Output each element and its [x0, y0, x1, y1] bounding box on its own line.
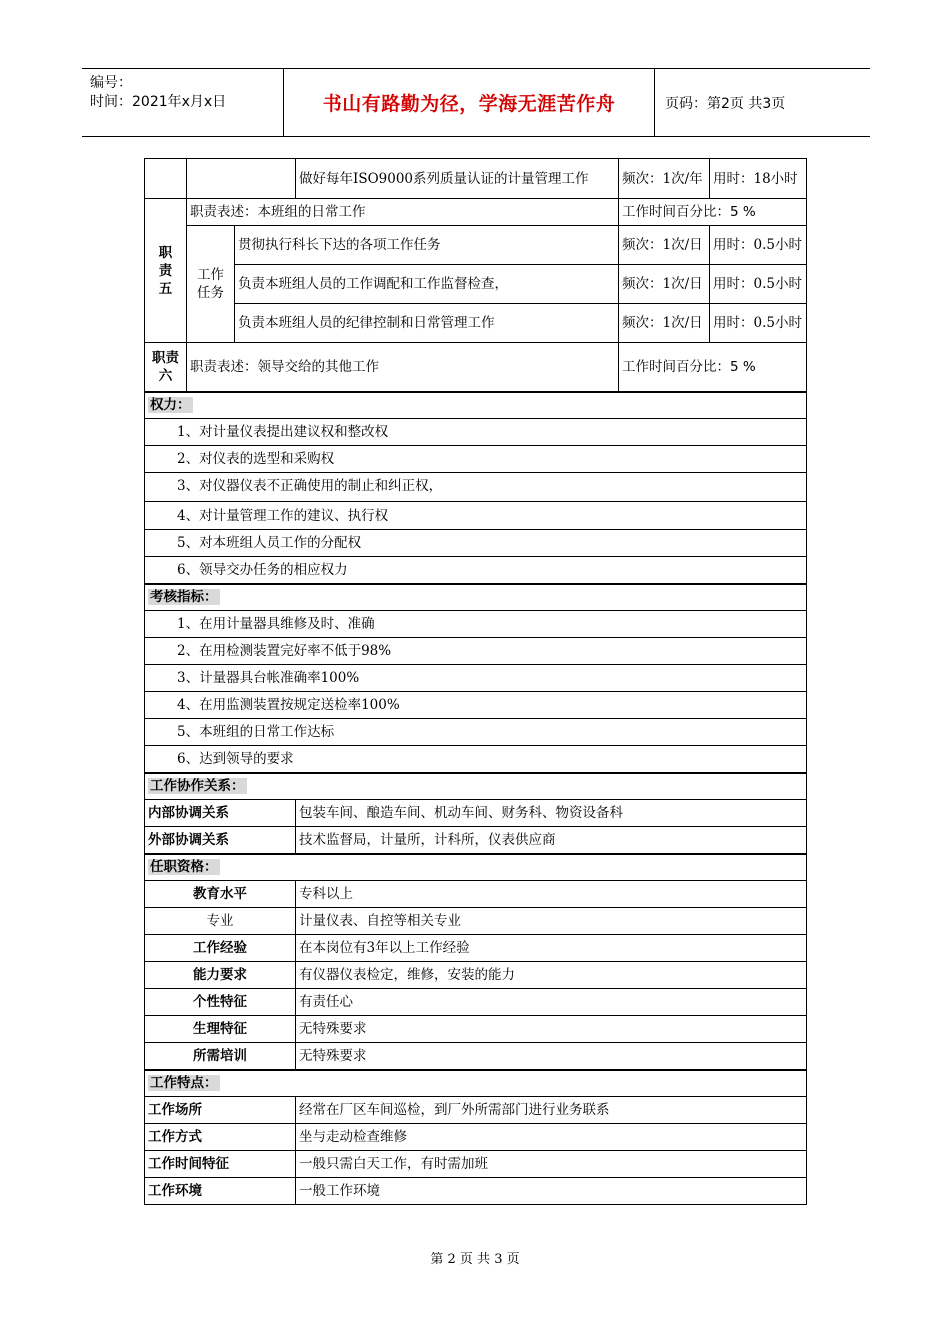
duty5-task-row: [145, 226, 807, 265]
kpi-item: 1、在用计量器具维修及时、准确: [145, 611, 807, 638]
features-heading: 工作特点：: [145, 1070, 807, 1097]
task-frequency: 频次：1次/年: [619, 159, 710, 199]
duty5-task-row: [145, 265, 807, 304]
page-header: [82, 68, 870, 137]
powers-heading: 权力：: [145, 392, 807, 419]
qualification-label: 能力要求: [145, 962, 296, 989]
kpi-item: 2、在用检测装置完好率不低于98%: [145, 638, 807, 665]
duty6-desc: 职责表述：领导交给的其他工作: [187, 343, 619, 392]
qualification-label: 教育水平: [145, 881, 296, 908]
duty5-title: 职责五: [145, 199, 187, 343]
task-duration: 用时：0.5小时: [710, 226, 807, 265]
kpi-heading: 考核指标：: [145, 584, 807, 611]
qualification-value: 有仪器仪表检定，维修，安装的能力: [296, 962, 807, 989]
task-duration: 用时：0.5小时: [710, 304, 807, 343]
qualification-value: 无特殊要求: [296, 1016, 807, 1043]
qualifications-heading-row: [145, 854, 807, 881]
feature-row: [145, 1178, 807, 1205]
duty5-task-row: [145, 304, 807, 343]
qualifications-heading: 任职资格：: [145, 854, 807, 881]
duty5-desc: 职责表述：本班组的日常工作: [187, 199, 619, 226]
relations-heading: 工作协作关系：: [145, 773, 807, 800]
feature-value: 坐与走动检查维修: [296, 1124, 807, 1151]
qualification-value: 专科以上: [296, 881, 807, 908]
relation-row: [145, 827, 807, 854]
qualification-value: 有责任心: [296, 989, 807, 1016]
kpi-item: 6、达到领导的要求: [145, 746, 807, 773]
internal-relation-value: 包装车间、酿造车间、机动车间、财务科、物资设备科: [296, 800, 807, 827]
header-meta-cell: [82, 69, 284, 136]
work-task-label: 工作任务: [187, 226, 235, 343]
task-frequency: 频次：1次/日: [619, 226, 710, 265]
kpi-item: 4、在用监测装置按规定送检率100%: [145, 692, 807, 719]
power-item: 3、对仪器仪表不正确使用的制止和纠正权，: [145, 473, 807, 502]
duty-task-row: [145, 159, 807, 199]
duty5-percent: 工作时间百分比：5 %: [619, 199, 807, 226]
qualification-row: [145, 1016, 807, 1043]
duty6-percent: 工作时间百分比：5 %: [619, 343, 807, 392]
duty6-row: [145, 343, 807, 392]
qualification-row: [145, 1043, 807, 1070]
task-frequency: 频次：1次/日: [619, 265, 710, 304]
job-description-table: [144, 158, 807, 1205]
qualification-label: 生理特征: [145, 1016, 296, 1043]
duty5-desc-row: [145, 199, 807, 226]
feature-value: 经常在厂区车间巡检，到厂外所需部门进行业务联系: [296, 1097, 807, 1124]
qualification-label: 个性特征: [145, 989, 296, 1016]
doc-number-label: 编号：: [90, 75, 132, 91]
header-motto-cell: [284, 69, 655, 136]
feature-label: 工作场所: [145, 1097, 296, 1124]
qualification-row: [145, 881, 807, 908]
relation-row: [145, 800, 807, 827]
feature-label: 工作方式: [145, 1124, 296, 1151]
qualification-row: [145, 962, 807, 989]
page-footer: 第 2 页 共 3 页: [430, 1252, 520, 1267]
qualification-value: 无特殊要求: [296, 1043, 807, 1070]
feature-value: 一般工作环境: [296, 1178, 807, 1205]
power-item: 6、领导交办任务的相应权力: [145, 557, 807, 584]
qualification-value: 在本岗位有3年以上工作经验: [296, 935, 807, 962]
task-text: 负责本班组人员的纪律控制和日常管理工作: [235, 304, 619, 343]
task-text: 做好每年ISO9000系列质量认证的计量管理工作: [296, 159, 619, 199]
doc-time-label: 时间：2021年x月x日: [90, 94, 227, 110]
empty-cell: [187, 159, 296, 199]
kpi-heading-row: [145, 584, 807, 611]
features-heading-row: [145, 1070, 807, 1097]
header-page-label: 页码：第2页 共3页: [665, 95, 786, 112]
task-frequency: 频次：1次/日: [619, 304, 710, 343]
header-page-cell: [655, 69, 870, 136]
motto-text: 书山有路勤为径，学海无涯苦作舟: [322, 93, 616, 115]
duty6-title: 职责六: [145, 343, 187, 392]
external-relation-label: 外部协调关系: [145, 827, 296, 854]
qualification-row: [145, 908, 807, 935]
power-item: 4、对计量管理工作的建议、执行权: [145, 502, 807, 530]
qualification-label: 所需培训: [145, 1043, 296, 1070]
internal-relation-label: 内部协调关系: [145, 800, 296, 827]
kpi-item: 3、计量器具台帐准确率100%: [145, 665, 807, 692]
power-item: 5、对本班组人员工作的分配权: [145, 530, 807, 557]
task-duration: 用时：0.5小时: [710, 265, 807, 304]
task-duration: 用时：18小时: [710, 159, 807, 199]
feature-row: [145, 1124, 807, 1151]
qualification-row: [145, 935, 807, 962]
power-item: 1、对计量仪表提出建议权和整改权: [145, 419, 807, 446]
feature-label: 工作时间特征: [145, 1151, 296, 1178]
feature-row: [145, 1097, 807, 1124]
relations-heading-row: [145, 773, 807, 800]
qualification-label: 工作经验: [145, 935, 296, 962]
kpi-item: 5、本班组的日常工作达标: [145, 719, 807, 746]
feature-row: [145, 1151, 807, 1178]
power-item: 2、对仪表的选型和采购权: [145, 446, 807, 473]
task-text: 负责本班组人员的工作调配和工作监督检查，: [235, 265, 619, 304]
qualification-label: 专业: [145, 908, 296, 935]
qualification-row: [145, 989, 807, 1016]
external-relation-value: 技术监督局，计量所，计科所，仪表供应商: [296, 827, 807, 854]
powers-heading-row: [145, 392, 807, 419]
empty-cell: [145, 159, 187, 199]
feature-value: 一般只需白天工作，有时需加班: [296, 1151, 807, 1178]
task-text: 贯彻执行科长下达的各项工作任务: [235, 226, 619, 265]
qualification-value: 计量仪表、自控等相关专业: [296, 908, 807, 935]
feature-label: 工作环境: [145, 1178, 296, 1205]
